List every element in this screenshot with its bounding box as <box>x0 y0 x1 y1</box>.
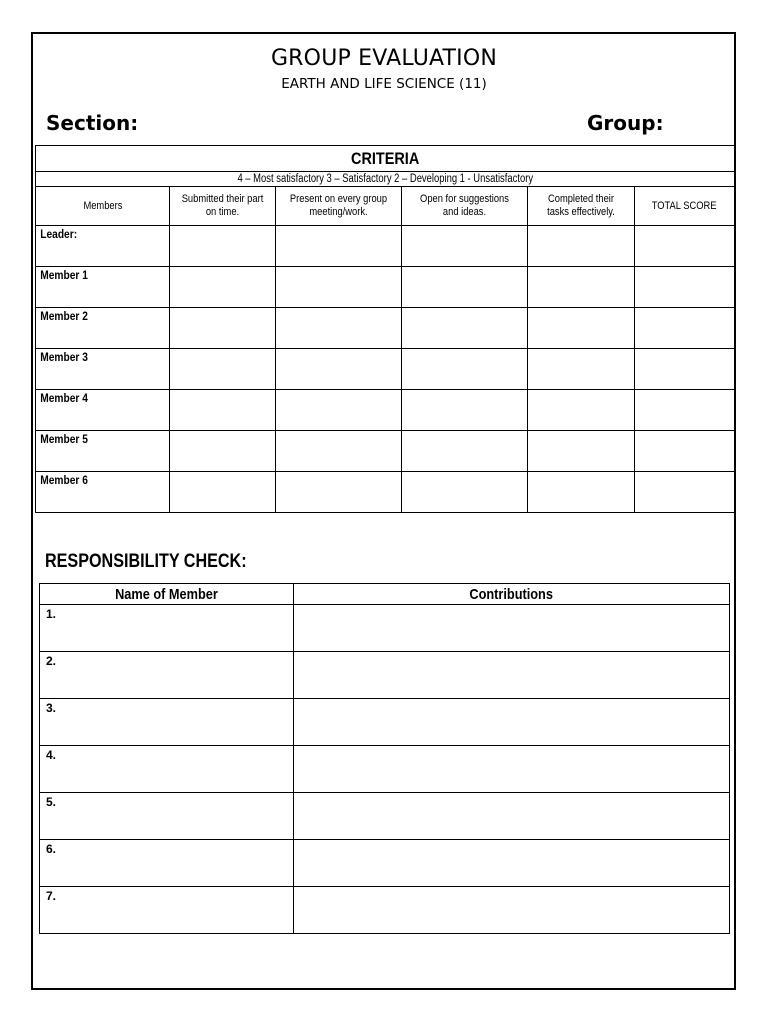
column-header-total-score: TOTAL SCORE <box>635 187 735 226</box>
table-row <box>40 887 730 934</box>
member-label: Member 4 <box>36 390 170 431</box>
column-header-present: Present on every group meeting/work. <box>276 187 402 226</box>
score-cell[interactable] <box>402 349 528 390</box>
member-label: Member 1 <box>36 267 170 308</box>
score-cell[interactable] <box>528 390 635 431</box>
contributions-cell[interactable] <box>294 605 730 652</box>
criteria-title: CRITERIA <box>36 146 735 172</box>
table-row <box>36 267 735 308</box>
score-cell[interactable] <box>170 308 276 349</box>
table-row <box>40 652 730 699</box>
table-row <box>36 226 735 267</box>
score-cell[interactable] <box>170 226 276 267</box>
contributions-cell[interactable] <box>294 746 730 793</box>
column-header-completed: Completed their tasks effectively. <box>528 187 635 226</box>
score-cell[interactable] <box>276 308 402 349</box>
score-cell[interactable] <box>528 267 635 308</box>
score-cell[interactable] <box>276 472 402 513</box>
column-header-name-of-member: Name of Member <box>40 584 294 605</box>
table-row <box>36 472 735 513</box>
member-label: Member 2 <box>36 308 170 349</box>
score-cell[interactable] <box>276 267 402 308</box>
member-name-cell[interactable]: 7. <box>40 887 294 934</box>
table-row <box>36 390 735 431</box>
section-label: Section: <box>46 111 139 135</box>
score-cell[interactable] <box>276 431 402 472</box>
total-score-cell[interactable] <box>635 349 735 390</box>
table-row <box>40 793 730 840</box>
score-cell[interactable] <box>528 308 635 349</box>
score-cell[interactable] <box>276 226 402 267</box>
total-score-cell[interactable] <box>635 226 735 267</box>
criteria-scale: 4 – Most satisfactory 3 – Satisfactory 2 – Developing 1 - Unsatisfactory <box>36 172 735 187</box>
member-label: Member 5 <box>36 431 170 472</box>
score-cell[interactable] <box>402 308 528 349</box>
score-cell[interactable] <box>528 472 635 513</box>
total-score-cell[interactable] <box>635 472 735 513</box>
member-name-cell[interactable]: 2. <box>40 652 294 699</box>
score-cell[interactable] <box>170 349 276 390</box>
contributions-cell[interactable] <box>294 887 730 934</box>
score-cell[interactable] <box>170 390 276 431</box>
member-label: Member 3 <box>36 349 170 390</box>
responsibility-table <box>39 583 730 934</box>
member-name-cell[interactable]: 6. <box>40 840 294 887</box>
total-score-cell[interactable] <box>635 267 735 308</box>
contributions-cell[interactable] <box>294 840 730 887</box>
score-cell[interactable] <box>170 472 276 513</box>
column-header-contributions: Contributions <box>294 584 730 605</box>
group-label: Group: <box>587 111 664 135</box>
score-cell[interactable] <box>402 431 528 472</box>
table-row <box>36 308 735 349</box>
table-row <box>36 431 735 472</box>
contributions-cell[interactable] <box>294 793 730 840</box>
table-row <box>40 746 730 793</box>
score-cell[interactable] <box>402 390 528 431</box>
table-row <box>40 605 730 652</box>
score-cell[interactable] <box>402 472 528 513</box>
member-label: Leader: <box>36 226 170 267</box>
column-header-members: Members <box>36 187 170 226</box>
member-name-cell[interactable]: 3. <box>40 699 294 746</box>
score-cell[interactable] <box>276 390 402 431</box>
column-header-open: Open for suggestions and ideas. <box>402 187 528 226</box>
member-name-cell[interactable]: 4. <box>40 746 294 793</box>
score-cell[interactable] <box>528 349 635 390</box>
table-row <box>40 840 730 887</box>
total-score-cell[interactable] <box>635 308 735 349</box>
score-cell[interactable] <box>402 226 528 267</box>
criteria-table <box>35 145 735 513</box>
score-cell[interactable] <box>170 431 276 472</box>
score-cell[interactable] <box>170 267 276 308</box>
member-name-cell[interactable]: 5. <box>40 793 294 840</box>
member-label: Member 6 <box>36 472 170 513</box>
responsibility-heading: RESPONSIBILITY CHECK: <box>45 551 247 572</box>
total-score-cell[interactable] <box>635 390 735 431</box>
score-cell[interactable] <box>276 349 402 390</box>
page-title: GROUP EVALUATION <box>270 46 498 71</box>
member-name-cell[interactable]: 1. <box>40 605 294 652</box>
score-cell[interactable] <box>528 431 635 472</box>
table-row <box>36 349 735 390</box>
table-row <box>40 699 730 746</box>
contributions-cell[interactable] <box>294 652 730 699</box>
score-cell[interactable] <box>528 226 635 267</box>
contributions-cell[interactable] <box>294 699 730 746</box>
total-score-cell[interactable] <box>635 431 735 472</box>
column-header-submitted: Submitted their part on time. <box>170 187 276 226</box>
score-cell[interactable] <box>402 267 528 308</box>
page-subtitle: EARTH AND LIFE SCIENCE (11) <box>281 76 487 92</box>
